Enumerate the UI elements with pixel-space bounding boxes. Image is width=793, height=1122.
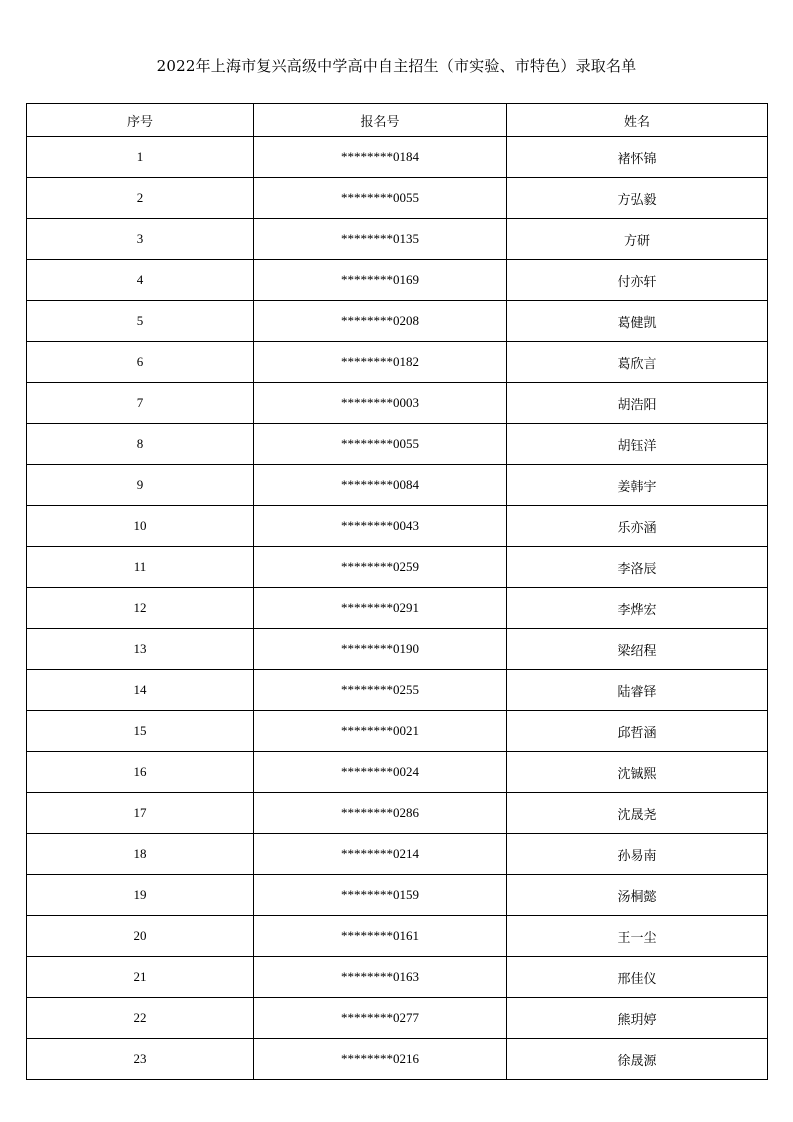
cell-seq: 20 [27, 916, 254, 957]
cell-reg-no: ********0291 [254, 588, 507, 629]
cell-seq: 15 [27, 711, 254, 752]
table-row [27, 957, 768, 998]
cell-seq: 17 [27, 793, 254, 834]
cell-name: 陆睿铎 [507, 670, 768, 711]
cell-reg-no: ********0161 [254, 916, 507, 957]
table-row [27, 137, 768, 178]
cell-seq: 3 [27, 219, 254, 260]
table-row [27, 875, 768, 916]
table-row [27, 670, 768, 711]
cell-name: 李烨宏 [507, 588, 768, 629]
table-row [27, 1039, 768, 1080]
cell-name: 葛欣言 [507, 342, 768, 383]
cell-name: 方研 [507, 219, 768, 260]
cell-name: 徐晟源 [507, 1039, 768, 1080]
cell-reg-no: ********0055 [254, 178, 507, 219]
cell-seq: 6 [27, 342, 254, 383]
header-name: 姓名 [507, 104, 768, 137]
cell-name: 付亦轩 [507, 260, 768, 301]
table-row [27, 301, 768, 342]
cell-seq: 7 [27, 383, 254, 424]
cell-reg-no: ********0055 [254, 424, 507, 465]
cell-name: 孙易南 [507, 834, 768, 875]
table-body [27, 137, 768, 1080]
header-row [27, 104, 768, 137]
cell-name: 褚怀锦 [507, 137, 768, 178]
cell-name: 汤桐懿 [507, 875, 768, 916]
cell-reg-no: ********0021 [254, 711, 507, 752]
table-row [27, 424, 768, 465]
admission-list-table [26, 103, 768, 1080]
table-row [27, 834, 768, 875]
table-row [27, 629, 768, 670]
cell-seq: 5 [27, 301, 254, 342]
table-row [27, 793, 768, 834]
header-seq: 序号 [27, 104, 254, 137]
cell-reg-no: ********0084 [254, 465, 507, 506]
table-row [27, 547, 768, 588]
cell-name: 方弘毅 [507, 178, 768, 219]
table-row [27, 711, 768, 752]
cell-name: 乐亦涵 [507, 506, 768, 547]
cell-seq: 21 [27, 957, 254, 998]
cell-seq: 10 [27, 506, 254, 547]
cell-seq: 4 [27, 260, 254, 301]
cell-seq: 23 [27, 1039, 254, 1080]
table-row [27, 260, 768, 301]
cell-seq: 9 [27, 465, 254, 506]
cell-seq: 14 [27, 670, 254, 711]
cell-reg-no: ********0214 [254, 834, 507, 875]
table-row [27, 506, 768, 547]
cell-name: 熊玥婷 [507, 998, 768, 1039]
table-row [27, 383, 768, 424]
table-row [27, 916, 768, 957]
cell-seq: 18 [27, 834, 254, 875]
header-reg-no: 报名号 [254, 104, 507, 137]
cell-reg-no: ********0024 [254, 752, 507, 793]
cell-name: 梁绍程 [507, 629, 768, 670]
cell-name: 姜韩宇 [507, 465, 768, 506]
table-row [27, 342, 768, 383]
table-row [27, 465, 768, 506]
cell-reg-no: ********0208 [254, 301, 507, 342]
cell-name: 邢佳仪 [507, 957, 768, 998]
cell-name: 沈晟尧 [507, 793, 768, 834]
cell-seq: 11 [27, 547, 254, 588]
cell-seq: 12 [27, 588, 254, 629]
cell-name: 李洛辰 [507, 547, 768, 588]
cell-reg-no: ********0216 [254, 1039, 507, 1080]
table-row [27, 178, 768, 219]
cell-name: 胡浩阳 [507, 383, 768, 424]
cell-seq: 1 [27, 137, 254, 178]
cell-name: 胡钰洋 [507, 424, 768, 465]
cell-seq: 13 [27, 629, 254, 670]
cell-reg-no: ********0255 [254, 670, 507, 711]
cell-reg-no: ********0190 [254, 629, 507, 670]
cell-name: 王一尘 [507, 916, 768, 957]
table-row [27, 998, 768, 1039]
cell-seq: 22 [27, 998, 254, 1039]
cell-seq: 16 [27, 752, 254, 793]
table-row [27, 219, 768, 260]
cell-reg-no: ********0184 [254, 137, 507, 178]
cell-seq: 2 [27, 178, 254, 219]
cell-reg-no: ********0182 [254, 342, 507, 383]
cell-reg-no: ********0286 [254, 793, 507, 834]
cell-reg-no: ********0159 [254, 875, 507, 916]
cell-name: 沈铖熙 [507, 752, 768, 793]
table-header [27, 104, 768, 137]
document-title: 2022年上海市复兴高级中学高中自主招生（市实验、市特色）录取名单 [156, 57, 637, 75]
cell-seq: 8 [27, 424, 254, 465]
cell-name: 葛健凯 [507, 301, 768, 342]
table-row [27, 752, 768, 793]
cell-reg-no: ********0003 [254, 383, 507, 424]
table-row [27, 588, 768, 629]
cell-reg-no: ********0163 [254, 957, 507, 998]
cell-seq: 19 [27, 875, 254, 916]
cell-reg-no: ********0135 [254, 219, 507, 260]
cell-reg-no: ********0259 [254, 547, 507, 588]
cell-name: 邱哲涵 [507, 711, 768, 752]
cell-reg-no: ********0277 [254, 998, 507, 1039]
cell-reg-no: ********0043 [254, 506, 507, 547]
cell-reg-no: ********0169 [254, 260, 507, 301]
